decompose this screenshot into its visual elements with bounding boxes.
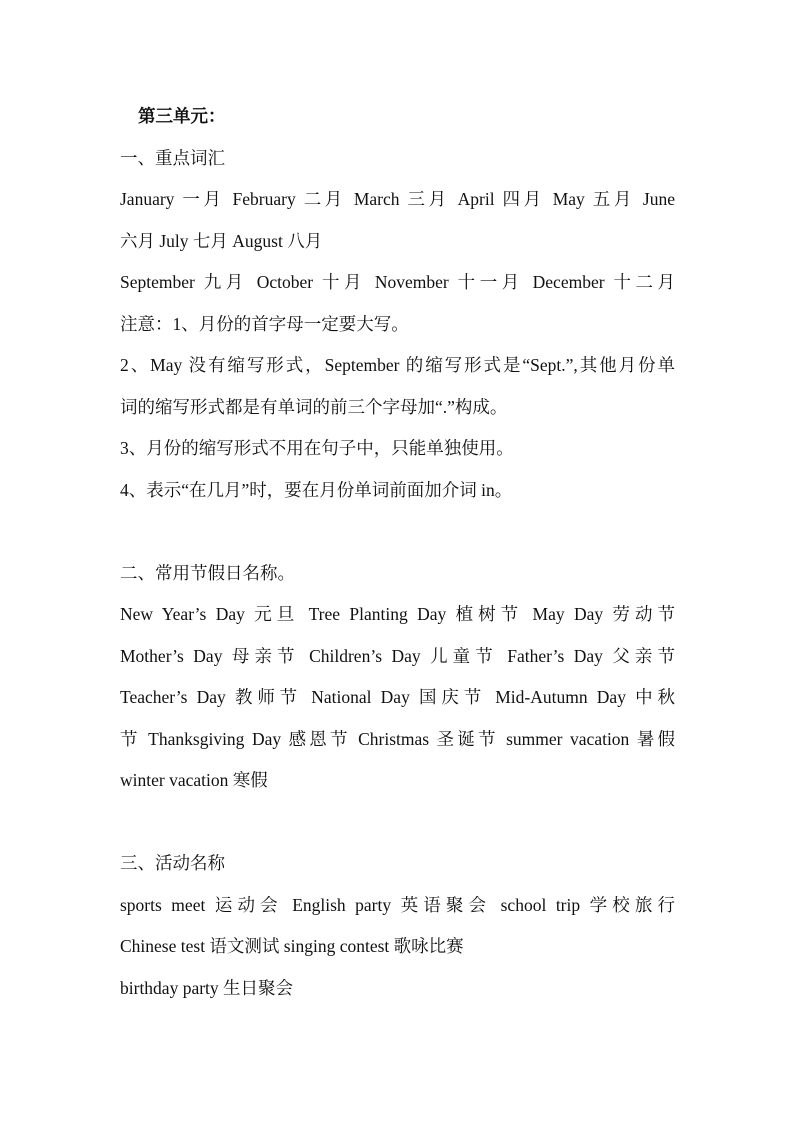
vocab-line: 六月 July 七月 August 八月: [120, 230, 323, 251]
document-body: [120, 96, 675, 1009]
holiday-line: Teacher’s Day 教师节 National Day 国庆节 Mid-Autumn Day 中秋: [120, 687, 675, 707]
holiday-line: New Year’s Day 元旦 Tree Planting Day 植树节 May Day 劳动节: [120, 604, 675, 624]
holiday-line: winter vacation 寒假: [120, 770, 268, 790]
holiday-line: Mother’s Day 母亲节 Children’s Day 儿童节 Father’s Day 父亲节: [120, 645, 675, 666]
unit-title: 第三单元：: [138, 106, 226, 126]
vocab-line: September 九月 October 十月 November 十一月 December 十二月: [120, 272, 675, 292]
activity-line: Chinese test 语文测试 singing contest 歌咏比赛: [120, 936, 464, 956]
note-line: 注意：1、月份的首字母一定要大写。: [120, 313, 409, 334]
vocab-line: January 一月 February 二月 March 三月 April 四月 May 五月 June: [120, 189, 675, 209]
blank-line: [120, 511, 675, 553]
section-heading-vocabulary: 一、重点词汇: [120, 147, 225, 168]
note-line: 3、月份的缩写形式不用在句子中，只能单独使用。: [120, 438, 514, 458]
holiday-line: 节 Thanksgiving Day 感恩节 Christmas 圣诞节 summer vacation 暑假: [120, 728, 675, 749]
activity-line: birthday party 生日聚会: [120, 977, 294, 998]
note-line: 4、表示“在几月”时，要在月份单词前面加介词 in。: [120, 479, 513, 500]
activity-line: sports meet 运动会 English party 英语聚会 school trip 学校旅行: [120, 894, 675, 915]
blank-line: [120, 802, 675, 844]
section-heading-holidays: 二、常用节假日名称。: [120, 562, 295, 583]
section-heading-activities: 三、活动名称: [120, 853, 225, 873]
note-line: 词的缩写形式都是有单词的前三个字母加“.”构成。: [120, 396, 508, 417]
note-line: 2、May 没有缩写形式，September 的缩写形式是“Sept.”,其他月份单: [120, 355, 675, 375]
